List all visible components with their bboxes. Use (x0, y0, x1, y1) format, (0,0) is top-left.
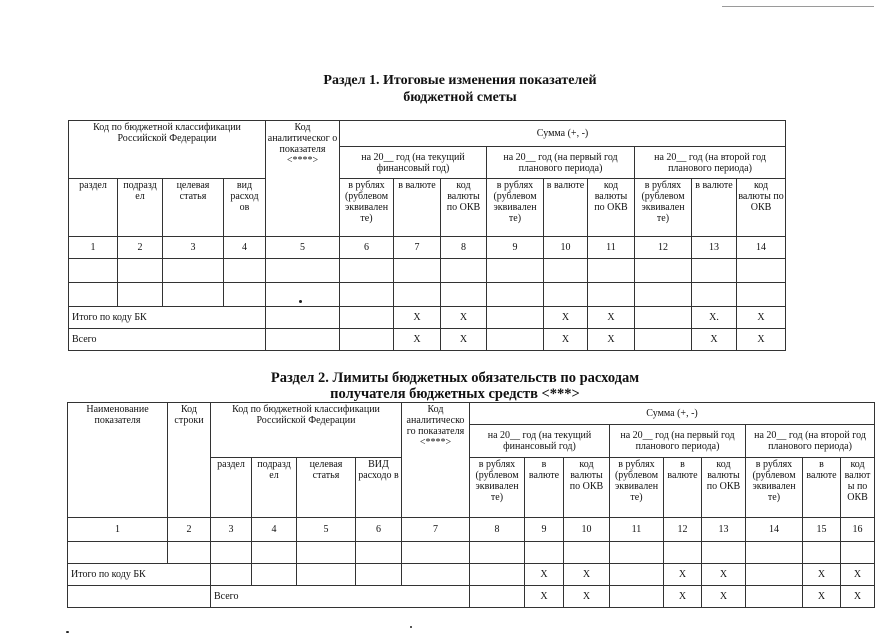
x-mark: X (564, 586, 610, 608)
section2-header-razdel: раздел (211, 458, 252, 518)
section2-header-rub-1: в рублях (рублевом эквивален те) (470, 458, 525, 518)
section2-col-num: 2 (168, 518, 211, 542)
empty-cell (692, 283, 737, 307)
empty-cell (610, 564, 664, 586)
section2-header-year1: на 20__ год (на текущий финансовый год) (470, 425, 610, 458)
section1-col-num: 4 (224, 237, 266, 259)
section2-header-podrazdel: подразд ел (252, 458, 297, 518)
section2-header-vid: ВИД расходо в (356, 458, 402, 518)
empty-cell (69, 259, 118, 283)
x-mark: X (441, 307, 487, 329)
section1-vsego-row (69, 329, 786, 351)
section1-col-num: 1 (69, 237, 118, 259)
empty-cell (252, 564, 297, 586)
section2-header-okv-1: код валюты по ОКВ (564, 458, 610, 518)
section1-number-row (69, 237, 786, 259)
x-mark: X (441, 329, 487, 351)
empty-cell (635, 329, 692, 351)
empty-cell (441, 259, 487, 283)
section1-header-val-2: в валюте (544, 179, 588, 237)
empty-cell (564, 542, 610, 564)
x-mark: X (394, 329, 441, 351)
section2-col-num: 13 (702, 518, 746, 542)
x-mark: X (544, 307, 588, 329)
empty-cell (168, 542, 211, 564)
section1-header-year1: на 20__ год (на текущий финансовый год) (340, 147, 487, 179)
empty-cell (803, 542, 841, 564)
x-mark: Х. (692, 307, 737, 329)
section2-title-line1: Раздел 2. Лимиты бюджетных обязательств по расходам (270, 370, 640, 386)
section1-header-celevaya: целевая статья (163, 179, 224, 237)
section1-header-okv-3: код валюты по ОКВ (737, 179, 786, 237)
x-mark: X (664, 564, 702, 586)
empty-cell (297, 564, 356, 586)
section2-col-num: 5 (297, 518, 356, 542)
x-mark: X (702, 586, 746, 608)
x-mark: X (525, 586, 564, 608)
section2-table (67, 402, 875, 608)
section2-number-row (68, 518, 875, 542)
empty-cell (588, 283, 635, 307)
scan-speck (410, 626, 412, 628)
empty-cell (525, 542, 564, 564)
empty-cell (224, 283, 266, 307)
x-mark: X (803, 586, 841, 608)
empty-cell (470, 564, 525, 586)
empty-cell (68, 542, 168, 564)
section2-col-num: 10 (564, 518, 610, 542)
section1-col-num: 11 (588, 237, 635, 259)
empty-cell (340, 283, 394, 307)
empty-cell (297, 542, 356, 564)
section1-itogo-label: Итого по коду БК (69, 307, 266, 329)
empty-cell (702, 542, 746, 564)
section1-header-rub-2: в рублях (рублевом эквивален те) (487, 179, 544, 237)
section2-itogo-label: Итого по коду БК (68, 564, 211, 586)
empty-cell (746, 542, 803, 564)
empty-cell (746, 586, 803, 608)
section1-col-num: 13 (692, 237, 737, 259)
section1-col-num: 5 (266, 237, 340, 259)
section1-col-num: 6 (340, 237, 394, 259)
empty-cell (266, 329, 340, 351)
section2-col-num: 12 (664, 518, 702, 542)
empty-cell (266, 307, 340, 329)
section1-header-year3: на 20__ год (на второй год планового периода) (635, 147, 786, 179)
scan-speck (66, 631, 69, 633)
x-mark: X (588, 329, 635, 351)
section2-header-val-3: в валюте (803, 458, 841, 518)
x-mark: X (664, 586, 702, 608)
empty-cell (635, 283, 692, 307)
section2-header-rub-2: в рублях (рублевом эквивален те) (610, 458, 664, 518)
empty-cell (69, 283, 118, 307)
empty-cell (470, 586, 525, 608)
section1-header-okv-1: код валюты по ОКВ (441, 179, 487, 237)
x-mark: X (564, 564, 610, 586)
x-mark: X (692, 329, 737, 351)
empty-cell (841, 542, 875, 564)
section2-header-okv-2: код валюты по ОКВ (702, 458, 746, 518)
empty-cell (402, 564, 470, 586)
empty-cell (441, 283, 487, 307)
empty-cell (746, 564, 803, 586)
section2-header-val-1: в валюте (525, 458, 564, 518)
section1-header-okv-2: код валюты по ОКВ (588, 179, 635, 237)
section2-vsego-label: Всего (211, 586, 470, 608)
empty-cell (340, 259, 394, 283)
section1-empty-row (69, 259, 786, 283)
section2-empty-row (68, 542, 875, 564)
x-mark: X (841, 586, 875, 608)
empty-cell (252, 542, 297, 564)
section1-col-num: 7 (394, 237, 441, 259)
empty-cell (588, 259, 635, 283)
empty-cell (394, 283, 441, 307)
section1-header-razdel: раздел (69, 179, 118, 237)
x-mark: X (588, 307, 635, 329)
section2-title-line2: получателя бюджетных средств <***> (330, 386, 580, 402)
section2-col-num: 14 (746, 518, 803, 542)
section1-col-num: 12 (635, 237, 692, 259)
section1-header-rub-1: в рублях (рублевом эквивален те) (340, 179, 394, 237)
section1-header-vid: вид расход ов (224, 179, 266, 237)
section1-header-rub-3: в рублях (рублевом эквивален те) (635, 179, 692, 237)
section1-vsego-label: Всего (69, 329, 266, 351)
section2-header-year3: на 20__ год (на второй год планового периода) (746, 425, 875, 458)
section2-header-bk: Код по бюджетной классификации Российской Федерации (211, 403, 402, 458)
section1-header-analytic: Код аналитическог о показателя <****> (266, 121, 340, 237)
empty-cell (394, 259, 441, 283)
section2-vsego-row (68, 586, 875, 608)
section1-col-num: 8 (441, 237, 487, 259)
section2-col-num: 8 (470, 518, 525, 542)
section1-col-num: 10 (544, 237, 588, 259)
section2-header-val-2: в валюте (664, 458, 702, 518)
section2-header-code-row: Код строки (168, 403, 211, 518)
empty-cell (610, 586, 664, 608)
empty-cell (664, 542, 702, 564)
empty-cell (118, 283, 163, 307)
section1-title-line2: бюджетной сметы (403, 90, 517, 105)
section1-header-podrazdel: подразд ел (118, 179, 163, 237)
section1-header-year2: на 20__ год (на первый год планового периода) (487, 147, 635, 179)
section2-col-num: 16 (841, 518, 875, 542)
section2-col-num: 7 (402, 518, 470, 542)
section2-itogo-row (68, 564, 875, 586)
section2-header-okv-3: код валюты по ОКВ (841, 458, 875, 518)
top-rule (722, 6, 874, 7)
scan-speck (299, 300, 302, 303)
section2-col-num: 6 (356, 518, 402, 542)
section1-col-num: 3 (163, 237, 224, 259)
section2-header-name: Наименование показателя (68, 403, 168, 518)
x-mark: X (544, 329, 588, 351)
empty-cell (340, 329, 394, 351)
empty-cell (266, 283, 340, 307)
empty-cell (635, 307, 692, 329)
empty-cell (487, 259, 544, 283)
section1-empty-row (69, 283, 786, 307)
section1-header-bk: Код по бюджетной классификации Российской Федерации (69, 121, 266, 179)
section1-header-val-1: в валюте (394, 179, 441, 237)
section2-title (195, 370, 715, 402)
empty-cell (470, 542, 525, 564)
empty-cell (692, 259, 737, 283)
section1-title (250, 72, 670, 106)
section2-col-num: 11 (610, 518, 664, 542)
section1-col-num: 2 (118, 237, 163, 259)
empty-cell (211, 542, 252, 564)
empty-cell (340, 307, 394, 329)
empty-cell (737, 283, 786, 307)
x-mark: X (525, 564, 564, 586)
section2-col-num: 3 (211, 518, 252, 542)
section1-itogo-row (69, 307, 786, 329)
section2-col-num: 1 (68, 518, 168, 542)
x-mark: X (394, 307, 441, 329)
x-mark: X (841, 564, 875, 586)
section1-col-num: 9 (487, 237, 544, 259)
section2-col-num: 9 (525, 518, 564, 542)
section2-col-num: 15 (803, 518, 841, 542)
empty-cell (402, 542, 470, 564)
empty-cell (356, 564, 402, 586)
empty-cell (68, 586, 211, 608)
section1-header-sum: Сумма (+, -) (340, 121, 786, 147)
x-mark: X (803, 564, 841, 586)
empty-cell (610, 542, 664, 564)
empty-cell (266, 259, 340, 283)
empty-cell (211, 564, 252, 586)
empty-cell (544, 283, 588, 307)
section1-table (68, 120, 786, 351)
empty-cell (163, 259, 224, 283)
empty-cell (118, 259, 163, 283)
empty-cell (487, 307, 544, 329)
empty-cell (487, 329, 544, 351)
empty-cell (224, 259, 266, 283)
section2-header-rub-3: в рублях (рублевом эквивален те) (746, 458, 803, 518)
empty-cell (737, 259, 786, 283)
section2-col-num: 4 (252, 518, 297, 542)
section2-header-celevaya: целевая статья (297, 458, 356, 518)
empty-cell (487, 283, 544, 307)
section2-header-year2: на 20__ год (на первый год планового периода) (610, 425, 746, 458)
section1-col-num: 14 (737, 237, 786, 259)
x-mark: X (737, 307, 786, 329)
empty-cell (635, 259, 692, 283)
x-mark: X (737, 329, 786, 351)
empty-cell (544, 259, 588, 283)
section1-title-line1: Раздел 1. Итоговые изменения показателей (323, 73, 597, 88)
empty-cell (163, 283, 224, 307)
section2-header-sum: Сумма (+, -) (470, 403, 875, 425)
empty-cell (356, 542, 402, 564)
section1-header-val-3: в валюте (692, 179, 737, 237)
section2-header-analytic: Код аналитическо го показателя <****> (402, 403, 470, 518)
x-mark: X (702, 564, 746, 586)
